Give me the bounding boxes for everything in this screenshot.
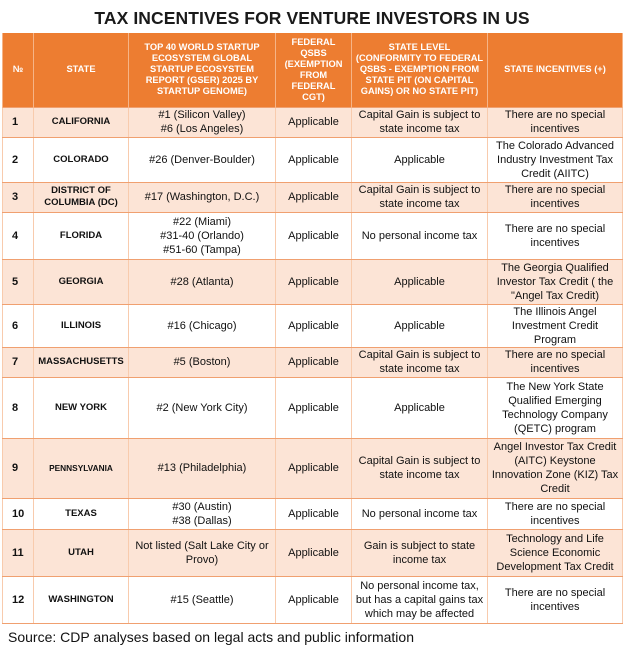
header-state: STATE: [34, 33, 129, 107]
incentives-cell: There are no special incentives: [488, 212, 623, 259]
table-row: [3, 498, 623, 529]
ranking-line: #28 (Atlanta): [170, 275, 234, 288]
ranking-line: #1 (Silicon Valley): [158, 109, 246, 121]
ranking-line: #16 (Chicago): [167, 319, 237, 332]
federal-qsbs-cell: Applicable: [276, 107, 352, 137]
row-number: 2: [3, 137, 34, 182]
ranking-line: Not listed (Salt Lake City or Provo): [135, 539, 269, 566]
state-name: DISTRICT OF COLUMBIA (DC): [34, 182, 129, 212]
incentives-cell: The Georgia Qualified Investor Tax Credit ( the "Angel Tax Credit): [488, 259, 623, 304]
incentives-cell: There are no special incentives: [488, 182, 623, 212]
header-state-incentives: STATE INCENTIVES (+): [488, 33, 623, 107]
incentives-cell: There are no special incentives: [488, 347, 623, 377]
table-row: [3, 107, 623, 137]
state-name: ILLINOIS: [34, 304, 129, 347]
row-number: 4: [3, 212, 34, 259]
state-level-cell: No personal income tax: [352, 498, 488, 529]
federal-qsbs-cell: Applicable: [276, 576, 352, 623]
header-number: №: [3, 33, 34, 107]
state-level-cell: Applicable: [352, 377, 488, 438]
incentives-cell: The Illinois Angel Investment Credit Program: [488, 304, 623, 347]
ranking-line: #22 (Miami): [172, 215, 232, 228]
table-row: [3, 576, 623, 623]
table-row: [3, 529, 623, 576]
ranking-line: #2 (New York City): [156, 401, 248, 414]
state-name: TEXAS: [34, 498, 129, 529]
incentives-cell: Angel Investor Tax Credit (AITC) Keystone Innovation Zone (KIZ) Tax Credit: [488, 438, 623, 498]
ranking-cell: [129, 438, 276, 498]
federal-qsbs-cell: Applicable: [276, 304, 352, 347]
federal-qsbs-cell: Applicable: [276, 438, 352, 498]
row-number: 9: [3, 438, 34, 498]
state-name: WASHINGTON: [34, 576, 129, 623]
federal-qsbs-cell: Applicable: [276, 347, 352, 377]
header-state-level: STATE LEVEL (CONFORMITY TO FEDERAL QSBS - EXEMPTION FROM STATE PIT (ON CAPITAL GAINS) OR NO STATE PIT): [352, 33, 488, 107]
ranking-line: #5 (Boston): [173, 356, 231, 368]
ranking-cell: [129, 347, 276, 377]
ranking-cell: [129, 182, 276, 212]
incentives-cell: Technology and Life Science Economic Development Tax Credit: [488, 529, 623, 576]
state-name: NEW YORK: [34, 377, 129, 438]
ranking-line: #26 (Denver-Boulder): [149, 153, 255, 166]
state-name: PENNSYLVANIA: [34, 438, 129, 498]
federal-qsbs-cell: Applicable: [276, 259, 352, 304]
state-level-cell: Gain is subject to state income tax: [352, 529, 488, 576]
row-number: 6: [3, 304, 34, 347]
ranking-cell: [129, 259, 276, 304]
header-federal-qsbs: FEDERAL QSBS (EXEMPTION FROM FEDERAL CGT): [276, 33, 352, 107]
row-number: 10: [3, 498, 34, 529]
row-number: 7: [3, 347, 34, 377]
state-level-cell: Capital Gain is subject to state income tax: [352, 347, 488, 377]
ranking-line: #38 (Dallas): [172, 514, 232, 527]
table-row: [3, 212, 623, 259]
incentives-cell: There are no special incentives: [488, 576, 623, 623]
row-number: 8: [3, 377, 34, 438]
ranking-cell: [129, 212, 276, 259]
source-note: Source: CDP analyses based on legal acts and public information: [8, 629, 414, 645]
incentives-cell: The Colorado Advanced Industry Investment Tax Credit (AIITC): [488, 137, 623, 182]
row-number: 12: [3, 576, 34, 623]
table-row: [3, 347, 623, 377]
ranking-cell: [129, 498, 276, 529]
row-number: 5: [3, 259, 34, 304]
incentives-cell: There are no special incentives: [488, 498, 623, 529]
ranking-cell: [129, 137, 276, 182]
table-row: [3, 377, 623, 438]
federal-qsbs-cell: Applicable: [276, 529, 352, 576]
state-level-cell: Applicable: [352, 259, 488, 304]
state-name: MASSACHUSETTS: [34, 347, 129, 377]
ranking-cell: [129, 304, 276, 347]
ranking-line: #30 (Austin): [172, 500, 232, 513]
ranking-line: #6 (Los Angeles): [160, 123, 244, 135]
state-name: COLORADO: [34, 137, 129, 182]
ranking-cell: [129, 107, 276, 137]
tax-incentives-table: [2, 33, 623, 624]
table-row: [3, 304, 623, 347]
row-number: 3: [3, 182, 34, 212]
table-row: [3, 438, 623, 498]
state-name: GEORGIA: [34, 259, 129, 304]
table-row: [3, 182, 623, 212]
ranking-cell: [129, 377, 276, 438]
federal-qsbs-cell: Applicable: [276, 212, 352, 259]
ranking-cell: [129, 576, 276, 623]
state-level-cell: Applicable: [352, 137, 488, 182]
state-level-cell: Applicable: [352, 304, 488, 347]
ranking-cell: [129, 529, 276, 576]
ranking-line: #13 (Philadelphia): [157, 462, 247, 474]
state-name: CALIFORNIA: [34, 107, 129, 137]
state-name: FLORIDA: [34, 212, 129, 259]
state-level-cell: Capital Gain is subject to state income tax: [352, 438, 488, 498]
federal-qsbs-cell: Applicable: [276, 137, 352, 182]
state-level-cell: No personal income tax, but has a capital gains tax which may be affected: [352, 576, 488, 623]
ranking-line: #51-60 (Tampa): [163, 243, 241, 256]
federal-qsbs-cell: Applicable: [276, 377, 352, 438]
ranking-line: #31-40 (Orlando): [160, 229, 244, 242]
page-title: TAX INCENTIVES FOR VENTURE INVESTORS IN US: [94, 8, 530, 28]
ranking-line: #15 (Seattle): [170, 593, 234, 606]
table-row: [3, 259, 623, 304]
incentives-cell: There are no special incentives: [488, 107, 623, 137]
federal-qsbs-cell: Applicable: [276, 182, 352, 212]
row-number: 11: [3, 529, 34, 576]
row-number: 1: [3, 107, 34, 137]
header-gser-ranking: TOP 40 WORLD STARTUP ECOSYSTEM GLOBAL STARTUP ECOSYSTEM REPORT (GSER) 2025 BY STARTUP GENOME): [129, 33, 276, 107]
state-level-cell: No personal income tax: [352, 212, 488, 259]
federal-qsbs-cell: Applicable: [276, 498, 352, 529]
header-row: [3, 33, 623, 107]
ranking-line: #17 (Washington, D.C.): [144, 191, 260, 203]
incentives-cell: The New York State Qualified Emerging Technology Company (QETC) program: [488, 377, 623, 438]
state-level-cell: Capital Gain is subject to state income tax: [352, 107, 488, 137]
state-level-cell: Capital Gain is subject to state income tax: [352, 182, 488, 212]
state-name: UTAH: [34, 529, 129, 576]
table-row: [3, 137, 623, 182]
